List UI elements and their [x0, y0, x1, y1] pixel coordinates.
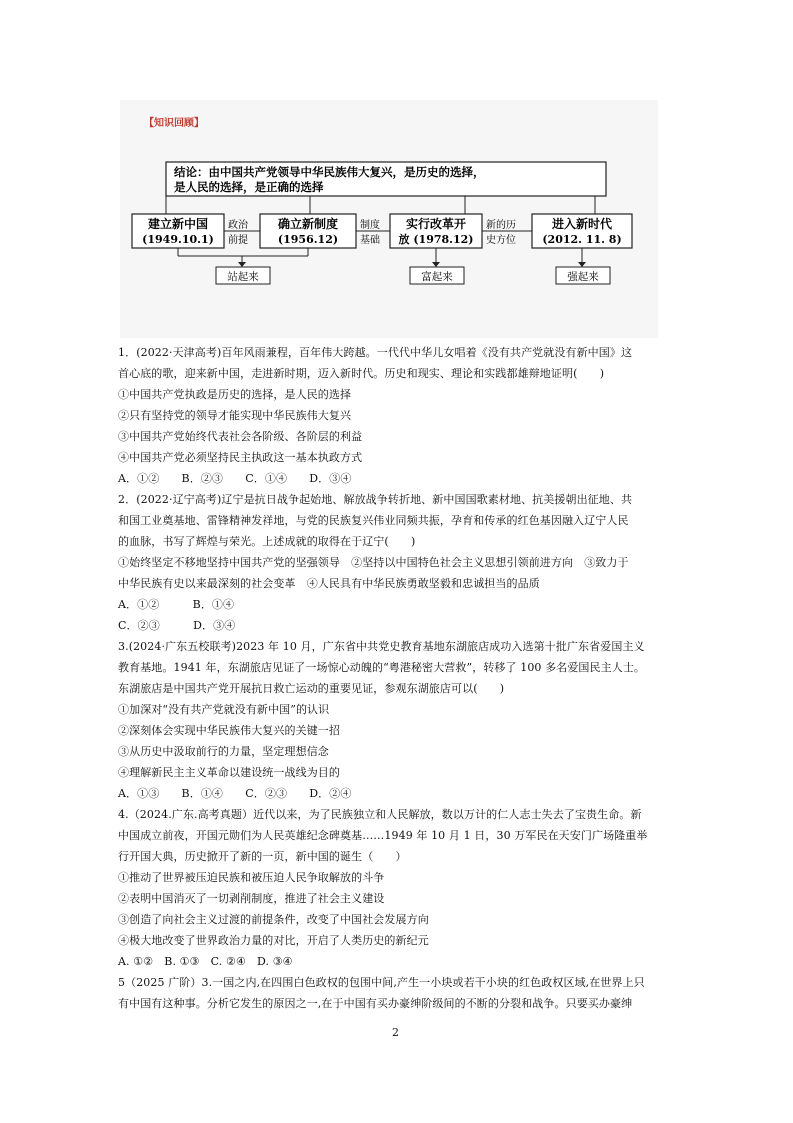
conclusion-line2: 是人民的选择，是正确的选择 [174, 180, 324, 194]
statement-item: ③从历史中汲取前行的力量，坚定理想信念 [118, 745, 329, 758]
statement-item: ②表明中国消灭了一切剥削制度，推进了社会主义建设 [118, 892, 385, 905]
connector-2-a: 制度 [360, 220, 380, 231]
question-3 [118, 636, 683, 804]
result-2: 富起来 [421, 271, 453, 283]
connector-2-b: 基础 [360, 235, 380, 246]
statement-item: ③创造了向社会主义过渡的前提条件，改变了中国社会发展方向 [118, 913, 429, 926]
page-number: 2 [392, 1026, 399, 1039]
question-5 [118, 972, 683, 1014]
question-stem-line: 中国成立前夜，开国元勋们为人民英雄纪念碑奠基……1949 年 10 月 1 日，30 万军民在天安门广场隆重举 [118, 829, 648, 842]
question-2 [118, 489, 683, 636]
arrow-head-icon [238, 262, 246, 267]
answer-options: A．①② B．①④ [118, 598, 235, 611]
stage-1-title: 建立新中国 [147, 217, 209, 231]
result-3: 强起来 [567, 271, 599, 283]
statement-item: ③中国共产党始终代表社会各阶级、各阶层的利益 [118, 430, 363, 443]
question-stem-line: 4.（2024.广东.高考真题）近代以来，为了民族独立和人民解放，数以万计的仁人志士失去了宝贵生命。新 [118, 808, 642, 821]
statement-item: ②只有坚持党的领导才能实现中华民族伟大复兴 [118, 409, 352, 422]
statement-item: ①加深对“没有共产党就没有新中国”的认识 [118, 703, 330, 716]
question-stem-line: 5（2025 广阶）3.一国之内,在四围白色政权的包围中间,产生一小块或若干小块的红色政权区域,在世界上只 [118, 976, 645, 989]
knowledge-review-tag: 【知识回顾】 [144, 118, 204, 129]
result-1: 站起来 [227, 271, 259, 283]
question-list [118, 342, 683, 1014]
stage-3-title: 实行改革开 [405, 217, 467, 231]
flowchart [120, 100, 658, 338]
connector-1-a: 政治 [228, 220, 248, 231]
stage-2-date: (1956.12) [277, 233, 339, 246]
statement-item: ④理解新民主主义革命以建设统一战线为目的 [118, 766, 340, 779]
stage-3-date: 放 (1978.12) [398, 233, 474, 246]
statement-item: ①推动了世界被压迫民族和被压迫人民争取解放的斗争 [118, 871, 385, 884]
connector-1-b: 前提 [228, 235, 248, 246]
statement-item: 中华民族有史以来最深刻的社会变革 ④人民具有中华民族勇敢坚毅和忠诚担当的品质 [118, 577, 540, 590]
question-stem-line: 有中国有这种事。分析它发生的原因之一,在于中国有买办豪绅阶级间的不断的分裂和战争。只要买办豪绅 [118, 997, 633, 1010]
question-stem-line: 东湖旅店是中国共产党开展抗日救亡运动的重要见证，参观东湖旅店可以( ) [118, 682, 505, 695]
question-stem-line: 的血脉，书写了辉煌与荣光。上述成就的取得在于辽宁( ) [118, 535, 416, 548]
knowledge-review-diagram [120, 100, 658, 338]
connector-3-a: 新的历 [486, 220, 516, 231]
stage-1-date: (1949.10.1) [142, 233, 214, 246]
conclusion-line1: 结论：由中国共产党领导中华民族伟大复兴，是历史的选择， [174, 165, 485, 179]
arrow-head-icon [578, 262, 586, 267]
answer-options: A．①② B．②③ C．①④ D．③④ [118, 472, 352, 485]
statement-item: ②深刻体会实现中华民族伟大复兴的关键一招 [118, 724, 340, 737]
connector-3-b: 史方位 [486, 235, 516, 246]
arrow-head-icon [432, 262, 440, 267]
answer-options: A．①③ B．①④ C．②③ D．②④ [118, 787, 352, 800]
question-4 [118, 804, 683, 972]
stage-4-title: 进入新时代 [551, 217, 613, 231]
question-stem-line: 首心底的歌，迎来新中国，走进新时期，迈入新时代。历史和现实、理论和实践都雄辩地证明( ) [118, 367, 605, 380]
question-stem-line: 2．(2022·辽宁高考)辽宁是抗日战争起始地、解放战争转折地、新中国国歌素材地、抗美援朝出征地、共 [118, 493, 633, 506]
question-1 [118, 342, 683, 489]
question-stem-line: 1．(2022·天津高考)百年风雨兼程，百年伟大跨越。一代代中华儿女唱着《没有共产党就没有新中国》这 [118, 346, 633, 359]
question-stem-line: 行开国大典，历史掀开了新的一页，新中国的诞生（ ） [118, 850, 407, 863]
question-stem-line: 和国工业奠基地、雷锋精神发祥地，与党的民族复兴伟业同频共振，孕育和传承的红色基因融入辽宁人民 [118, 514, 629, 527]
question-stem-line: 3.(2024·广东五校联考)2023 年 10 月，广东省中共党史教育基地东湖旅店成功入选第十批广东省爱国主义 [118, 640, 645, 653]
statement-item: ④中国共产党必须坚持民主执政这一基本执政方式 [118, 451, 363, 464]
answer-options: C．②③ D．③④ [118, 619, 236, 632]
statement-item: ①中国共产党执政是历史的选择，是人民的选择 [118, 388, 352, 401]
statement-item: ④极大地改变了世界政治力量的对比，开启了人类历史的新纪元 [118, 934, 429, 947]
stage-4-date: (2012. 11. 8) [542, 233, 622, 246]
answer-options: A. ①② B. ①③ C. ②④ D. ③④ [118, 955, 293, 968]
stage-2-title: 确立新制度 [277, 217, 339, 231]
statement-item: ①始终坚定不移地坚持中国共产党的坚强领导 ②坚持以中国特色社会主义思想引领前进方向 ③致力于 [118, 556, 629, 569]
question-stem-line: 教育基地。1941 年，东湖旅店见证了一场惊心动魄的“粤港秘密大营救”，转移了 100 多名爱国民主人士。 [118, 661, 646, 674]
